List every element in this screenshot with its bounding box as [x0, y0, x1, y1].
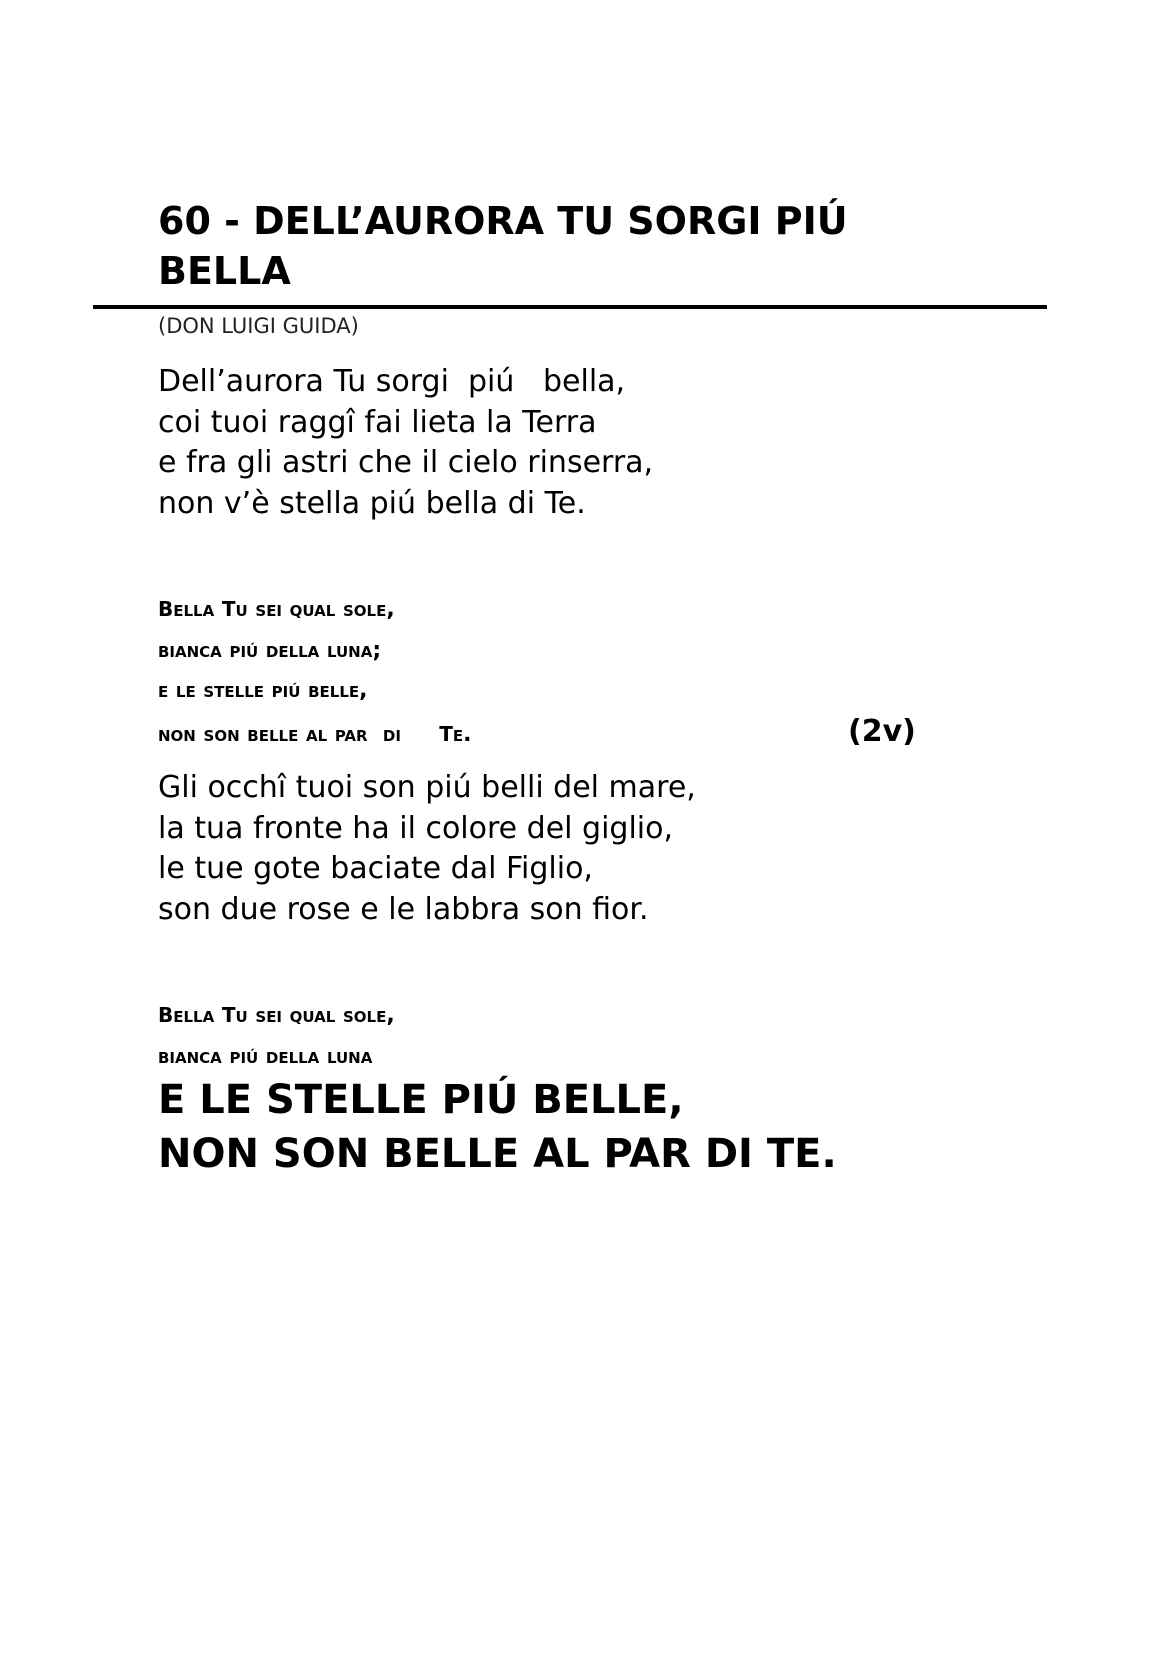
chorus-1-line-4-part: non son belle al par di: [158, 721, 440, 747]
chorus-2-line-1-part: ella: [173, 1003, 222, 1028]
finale-line-1: E LE STELLE PIÚ BELLE,: [158, 1077, 684, 1123]
chorus-2-line-2: bianca piú della luna: [158, 1043, 373, 1069]
chorus-1-line-1-part: ella: [173, 597, 222, 622]
chorus-2-line-1: [158, 993, 395, 1037]
stanza-1-line-2: coi tuoi raggî fai lieta la Terra: [158, 404, 597, 440]
chorus-1-line-4-initial: t: [439, 714, 453, 748]
stanza-2-line-1: Gli occhî tuoi son piú belli del mare,: [158, 770, 696, 805]
chorus-1: [158, 587, 916, 755]
stanza-2-line-3: le tue gote baciate dal Figlio,: [158, 851, 593, 886]
stanza-2-line-4: son due rose e le labbra son fior.: [158, 891, 649, 927]
stanza-2-line-2: la tua fronte ha il colore del giglio,: [158, 810, 674, 846]
chorus-2-line-1-tail: u sei qual sole,: [235, 1003, 395, 1028]
chorus-1-line-2: bianca piú della luna;: [158, 637, 382, 663]
chorus-1-line-1: [158, 587, 472, 631]
song-title: 60 - DELL’AURORA TU SORGI PIÚ BELLA: [158, 199, 848, 293]
chorus-1-line-3: e le stelle piú belle,: [158, 678, 368, 703]
chorus-2: [158, 993, 395, 1077]
chorus-1-line-4-tail: e.: [452, 721, 472, 747]
stanza-2: [158, 768, 696, 930]
finale-line-2: NON SON BELLE AL PAR DI TE.: [158, 1131, 837, 1177]
stanza-1-line-3: e fra gli astri che il cielo rinserra,: [158, 445, 654, 480]
title-underline: [93, 305, 1047, 309]
chorus-2-line-1-initial: b: [158, 996, 174, 1029]
stanza-1: [158, 362, 653, 524]
chorus-1-line-4: [158, 712, 916, 756]
chorus-2-line-1-initial-2: t: [221, 996, 236, 1029]
chorus-1-line-1-initial-2: t: [221, 590, 236, 623]
chorus-1-line-1-initial: b: [158, 590, 174, 623]
finale: [158, 1073, 837, 1181]
song-author: (DON LUIGI GUIDA): [158, 314, 359, 338]
stanza-1-line-1: Dell’aurora Tu sorgi piú bella,: [158, 364, 626, 399]
chorus-1-line-1-tail: u sei qual sole,: [235, 597, 395, 622]
stanza-1-line-4: non v’è stella piú bella di Te.: [158, 485, 586, 521]
repeat-marker: (2v): [848, 713, 916, 749]
